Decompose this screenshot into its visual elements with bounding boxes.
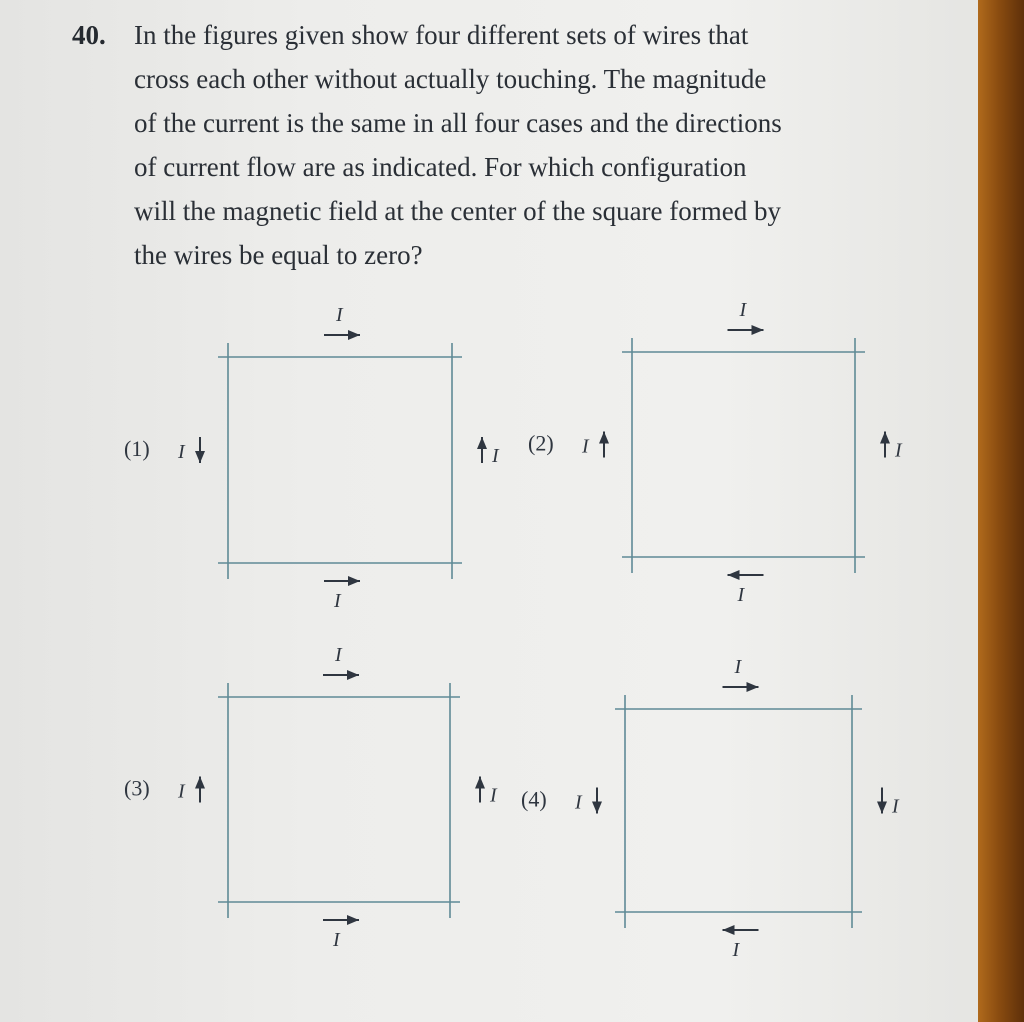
figure-2-bottom-current-label: I [737, 584, 745, 606]
figure-4-right-current-label: I [892, 795, 899, 818]
question-line-4: of current flow are as indicated. For which configuration [134, 152, 747, 182]
figure-4-bottom-current-arrow-head [723, 925, 735, 935]
figure-2-left-current-label: I [582, 435, 589, 458]
figure-4-top-current-label: I [734, 656, 742, 678]
figure-1-left-current-arrow-head [195, 451, 205, 463]
figure-4-right-current-arrow-head [877, 802, 887, 814]
figure-2-right-current-arrow-head [880, 432, 890, 444]
figure-2-right-current-label: I [895, 439, 902, 462]
question-line-3: of the current is the same in all four cases and the directions [134, 108, 782, 138]
question-line-2: cross each other without actually touching. The magnitude [134, 64, 767, 94]
figure-1-top-current-label: I [336, 304, 343, 326]
figure-3-left-current-label: I [178, 780, 185, 803]
figure-3-top-current-label: I [335, 644, 342, 666]
question-number: 40. [72, 20, 106, 50]
figure-1-label: (1) [124, 436, 150, 461]
question-line-6: the wires be equal to zero? [134, 240, 423, 270]
question-line-1: In the figures given show four different sets of wires that [134, 20, 749, 50]
figure-4-left-current-label: I [575, 791, 582, 814]
figure-2-bottom-current-arrow-head [728, 570, 740, 580]
figure-3-top-current-arrow-head [347, 670, 359, 680]
question-line-5: will the magnetic field at the center of the square formed by [134, 196, 781, 226]
figure-3-bottom-current-label: I [333, 929, 340, 951]
figure-1-bottom-current-arrow-head [348, 576, 360, 586]
figure-3-bottom-current-arrow-head [347, 915, 359, 925]
figure-3-label: (3) [124, 775, 150, 801]
figure-4-top-current-arrow-head [747, 682, 759, 692]
figure-2-top-current-label: I [739, 299, 747, 321]
figure-1-top-current-arrow-head [348, 330, 360, 340]
figure-2-label: (2) [528, 430, 554, 456]
figure-1-right-current-label: I [492, 445, 499, 467]
figure-2-top-current-arrow-head [752, 325, 764, 335]
figure-1-right-current-arrow-head [477, 437, 487, 449]
figure-4-left-current-arrow-head [592, 802, 602, 814]
figure-1-bottom-current-label: I [334, 590, 341, 612]
figure-3-right-current-label: I [490, 784, 497, 807]
figure-1-left-current-label: I [178, 441, 185, 463]
figure-4-bottom-current-label: I [732, 939, 740, 961]
figure-3-right-current-arrow-head [475, 777, 485, 789]
figure-3-left-current-arrow-head [195, 777, 205, 789]
figure-4-label: (4) [521, 786, 547, 812]
figure-2-left-current-arrow-head [599, 432, 609, 444]
